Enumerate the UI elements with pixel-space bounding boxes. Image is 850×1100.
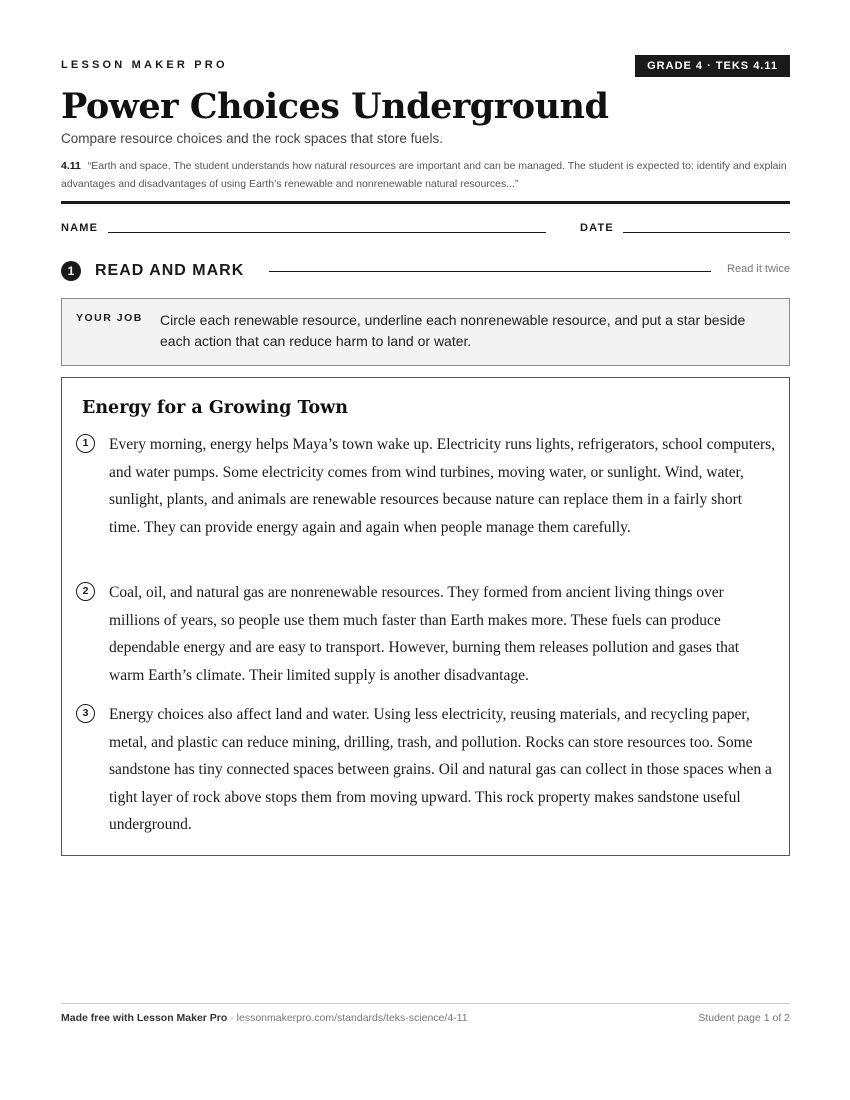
instructions-text: Circle each renewable resource, underline each nonrenewable resource, and put a star beside each action that can reduce harm to land or water. bbox=[160, 312, 746, 349]
name-field[interactable] bbox=[108, 232, 546, 233]
date-label: DATE bbox=[580, 222, 614, 234]
paragraph-text: Coal, oil, and natural gas are nonrenewable resources. They formed from ancient living things over millions of years, so people use them much faster than Earth makes more. These fuels can produce dependable energy and are easy to transport. However, burning them releases pollution and gases that warm Earth’s climate. Their limited supply is another disadvantage. bbox=[109, 584, 740, 684]
page-subtitle: Compare resource choices and the rock spaces that store fuels. bbox=[61, 131, 443, 146]
paragraph-text: Every morning, energy helps Maya’s town wake up. Electricity runs lights, refrigerators, school computers, and water pumps. Some electricity comes from wind turbines, moving water, or sunlight. Wind, water, sunlight, plants, and animals are renewable resources because nature can replace them in a fairly short time. They can provide energy again and again when people manage them carefully. bbox=[109, 436, 776, 536]
standard-statement bbox=[61, 157, 790, 193]
passage-title: Energy for a Growing Town bbox=[82, 398, 348, 418]
section-divider bbox=[269, 271, 711, 272]
name-label: NAME bbox=[61, 222, 99, 234]
paragraph-number: 3 bbox=[76, 704, 95, 723]
top-bar bbox=[61, 57, 790, 79]
instructions-label: YOUR JOB bbox=[76, 312, 143, 324]
footer-url[interactable]: · lessonmakerpro.com/standards/teks-science/4-11 bbox=[227, 1012, 468, 1024]
footer-made-with: Made free with Lesson Maker Pro bbox=[61, 1012, 228, 1024]
section-header bbox=[61, 261, 790, 281]
name-date-row bbox=[61, 222, 790, 238]
page-title: Power Choices Underground bbox=[61, 86, 609, 127]
instructions-box bbox=[61, 298, 790, 366]
worksheet-page bbox=[61, 0, 790, 1100]
date-field[interactable] bbox=[623, 232, 790, 233]
footer-credit bbox=[61, 1012, 468, 1024]
paragraph-number: 2 bbox=[76, 582, 95, 601]
section-note: Read it twice bbox=[727, 263, 790, 275]
footer-page-number: Student page 1 of 2 bbox=[698, 1012, 790, 1024]
footer-divider bbox=[61, 1003, 790, 1004]
paragraph-number: 1 bbox=[76, 434, 95, 453]
reading-passage-box bbox=[61, 377, 790, 856]
paragraph-text: Energy choices also affect land and water. Using less electricity, reusing materials, and recycling paper, metal, and plastic can reduce mining, drilling, trash, and pollution. Rocks can store resources too. Some sandstone has tiny connected spaces between grains. Oil and natural gas can collect in those spaces when a tight layer of rock above stops them from moving upward. This rock property makes sandstone useful underground. bbox=[109, 706, 772, 834]
section-number-badge: 1 bbox=[61, 261, 81, 281]
standard-text: “Earth and space. The student understands how natural resources are important and can be managed. The student is expected to: identify and explain advantages and disadvantages of using Earth’s renewable and nonrenewable natural resources...” bbox=[61, 160, 787, 190]
standard-code: 4.11 bbox=[61, 160, 81, 172]
section-title: READ AND MARK bbox=[95, 262, 245, 279]
brand-name: LESSON MAKER PRO bbox=[61, 59, 228, 71]
header-divider bbox=[61, 201, 790, 204]
grade-badge: GRADE 4 · TEKS 4.11 bbox=[635, 55, 790, 77]
